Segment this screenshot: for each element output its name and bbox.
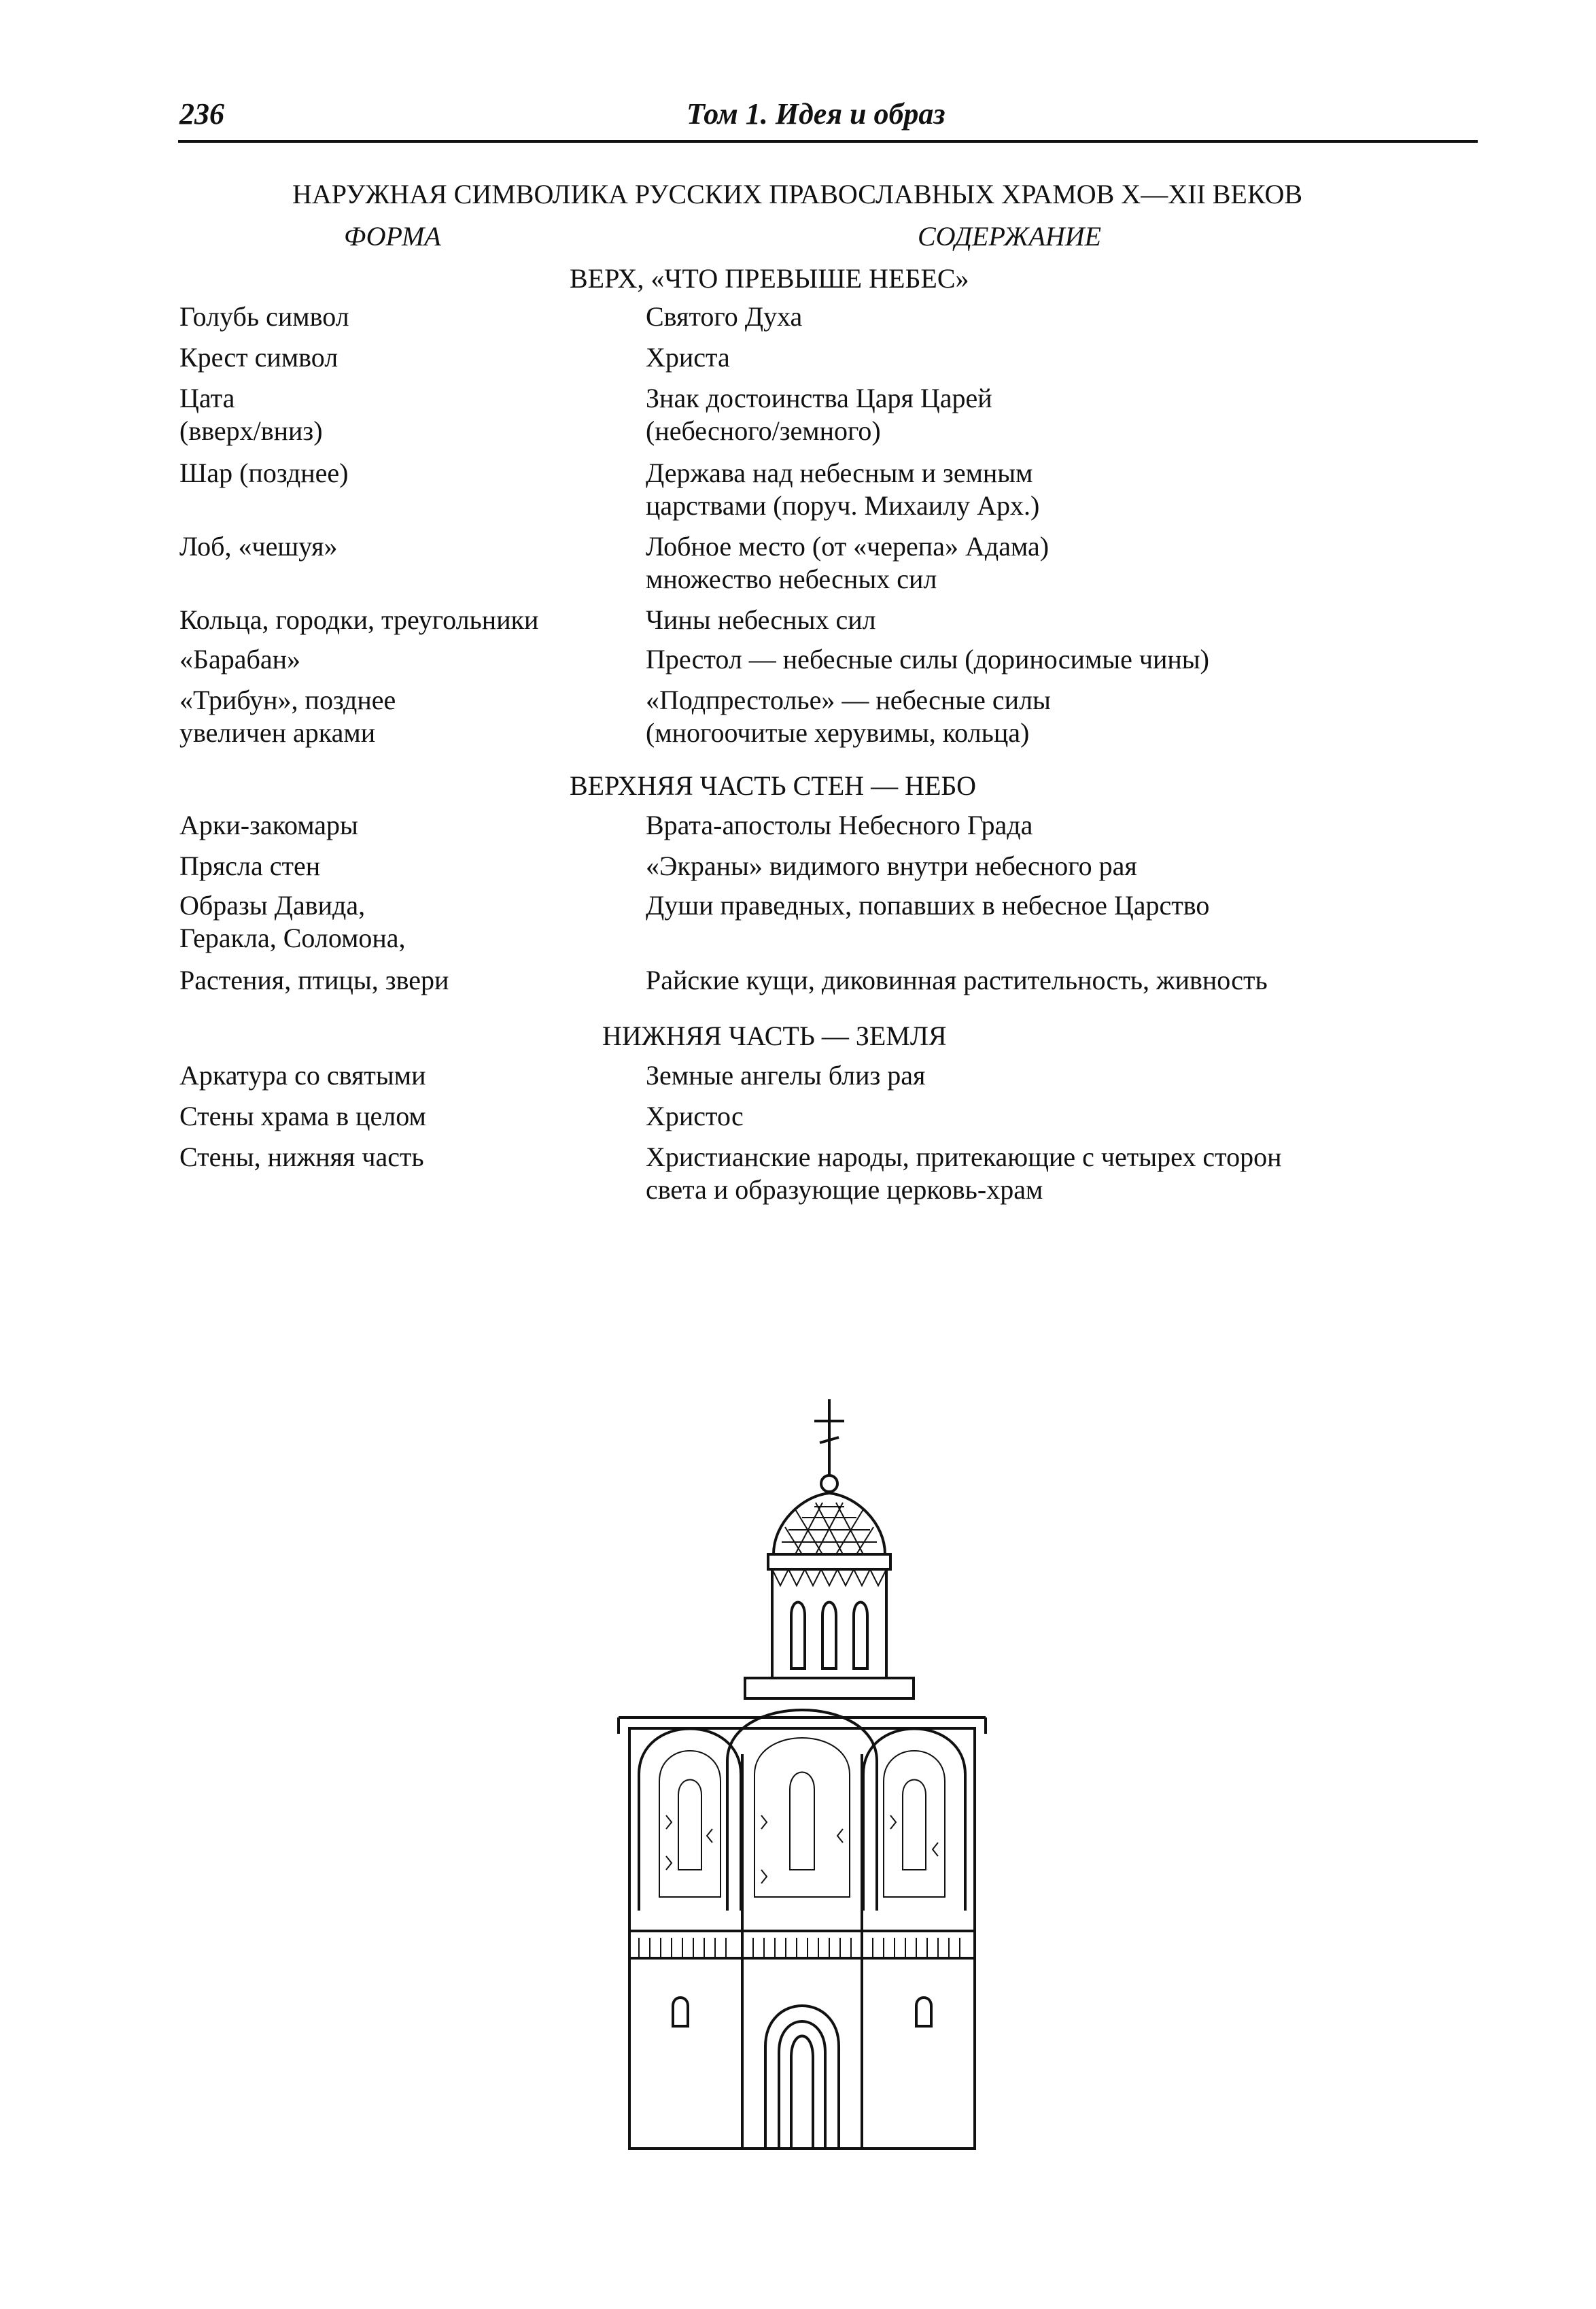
content-text: Престол — небесные силы (дориносимые чины) — [646, 644, 1210, 674]
column-head-form: ФОРМА — [344, 221, 441, 252]
content-text: Земные ангелы близ рая — [646, 1060, 926, 1091]
form-text: Образы Давида, — [179, 890, 366, 921]
arcature-columns — [639, 1938, 960, 1958]
content-text: Души праведных, попавших в небесное Царство — [646, 890, 1210, 921]
content-text: Райские кущи, диковинная растительность, живность — [646, 965, 1268, 995]
portal — [765, 2006, 839, 2149]
form-text: Шар (позднее) — [179, 458, 349, 488]
content-text: Врата-апостолы Небесного Града — [646, 810, 1033, 840]
content-text: Христос — [646, 1101, 744, 1131]
section-heading: НИЖНЯЯ ЧАСТЬ — ЗЕМЛЯ — [602, 1021, 947, 1051]
content-text: Святого Духа — [646, 301, 803, 332]
content-text: Знак достоинства Царя Царей — [646, 383, 992, 413]
form-text: Стены храма в целом — [179, 1101, 426, 1131]
zakomara-center — [727, 1710, 877, 1911]
content-text: Христа — [646, 342, 730, 373]
drum-window — [854, 1603, 867, 1669]
form-text: увеличен арками — [179, 717, 376, 748]
page-number: 236 — [179, 97, 224, 131]
content-text: царствами (поруч. Михаилу Арх.) — [646, 490, 1040, 521]
running-head: Том 1. Идея и образ — [687, 97, 946, 131]
form-text: Цата — [179, 383, 235, 413]
church-facade-illustration — [598, 1394, 1006, 2155]
form-text: Голубь символ — [179, 301, 349, 332]
content-text: света и образующие церковь-храм — [646, 1174, 1043, 1205]
form-text: Прясла стен — [179, 851, 321, 881]
portal-inner — [779, 2021, 825, 2149]
lower-window — [916, 1998, 931, 2026]
form-text: (вверх/вниз) — [179, 415, 323, 446]
lower-window — [673, 1998, 688, 2026]
drum-window — [791, 1603, 805, 1669]
form-text: Крест символ — [179, 342, 339, 373]
form-text: Геракла, Соломона, — [179, 923, 406, 953]
form-text: Кольца, городки, треугольники — [179, 604, 539, 635]
section-heading: ВЕРХ, «ЧТО ПРЕВЫШЕ НЕБЕС» — [570, 263, 969, 294]
dome-base — [768, 1554, 890, 1569]
dome-scale-pattern — [782, 1503, 877, 1554]
content-text: «Подпрестолье» — небесные силы — [646, 685, 1051, 715]
content-text: Христианские народы, притекающие с четырех сторон — [646, 1142, 1282, 1172]
facade-wall — [629, 1728, 975, 2149]
drum-window — [822, 1603, 836, 1669]
drum-arcature — [772, 1569, 886, 1586]
carved-panel — [659, 1738, 945, 1897]
form-text: Растения, птицы, звери — [179, 965, 449, 995]
content-text: (небесного/земного) — [646, 415, 881, 446]
zakomara-right — [863, 1729, 965, 1911]
content-text: Чины небесных сил — [646, 604, 876, 635]
content-text: множество небесных сил — [646, 564, 937, 594]
drum-pedestal — [745, 1678, 914, 1698]
form-text: Арки-закомары — [179, 810, 358, 840]
orb — [821, 1475, 837, 1492]
form-text: «Барабан» — [179, 644, 300, 674]
content-text: Лобное место (от «черепа» Адама) — [646, 531, 1049, 562]
form-text: Стены, нижняя часть — [179, 1142, 424, 1172]
table-title: НАРУЖНАЯ СИМВОЛИКА РУССКИХ ПРАВОСЛАВНЫХ ХРАМОВ X—XII ВЕКОВ — [292, 179, 1303, 209]
zakomara-left — [639, 1729, 741, 1911]
header-rule — [178, 140, 1478, 143]
form-text: Аркатура со святыми — [179, 1060, 426, 1091]
column-head-content: СОДЕРЖАНИЕ — [918, 221, 1102, 252]
form-text: «Трибун», позднее — [179, 685, 396, 715]
cross-icon — [814, 1399, 844, 1475]
form-text: Лоб, «чешуя» — [179, 531, 338, 562]
dome — [774, 1493, 885, 1554]
content-text: (многоочитые херувимы, кольца) — [646, 717, 1030, 748]
section-heading: ВЕРХНЯЯ ЧАСТЬ СТЕН — НЕБО — [570, 770, 976, 801]
content-text: «Экраны» видимого внутри небесного рая — [646, 851, 1137, 881]
portal-door — [791, 2036, 813, 2149]
content-text: Держава над небесным и земным — [646, 458, 1033, 488]
